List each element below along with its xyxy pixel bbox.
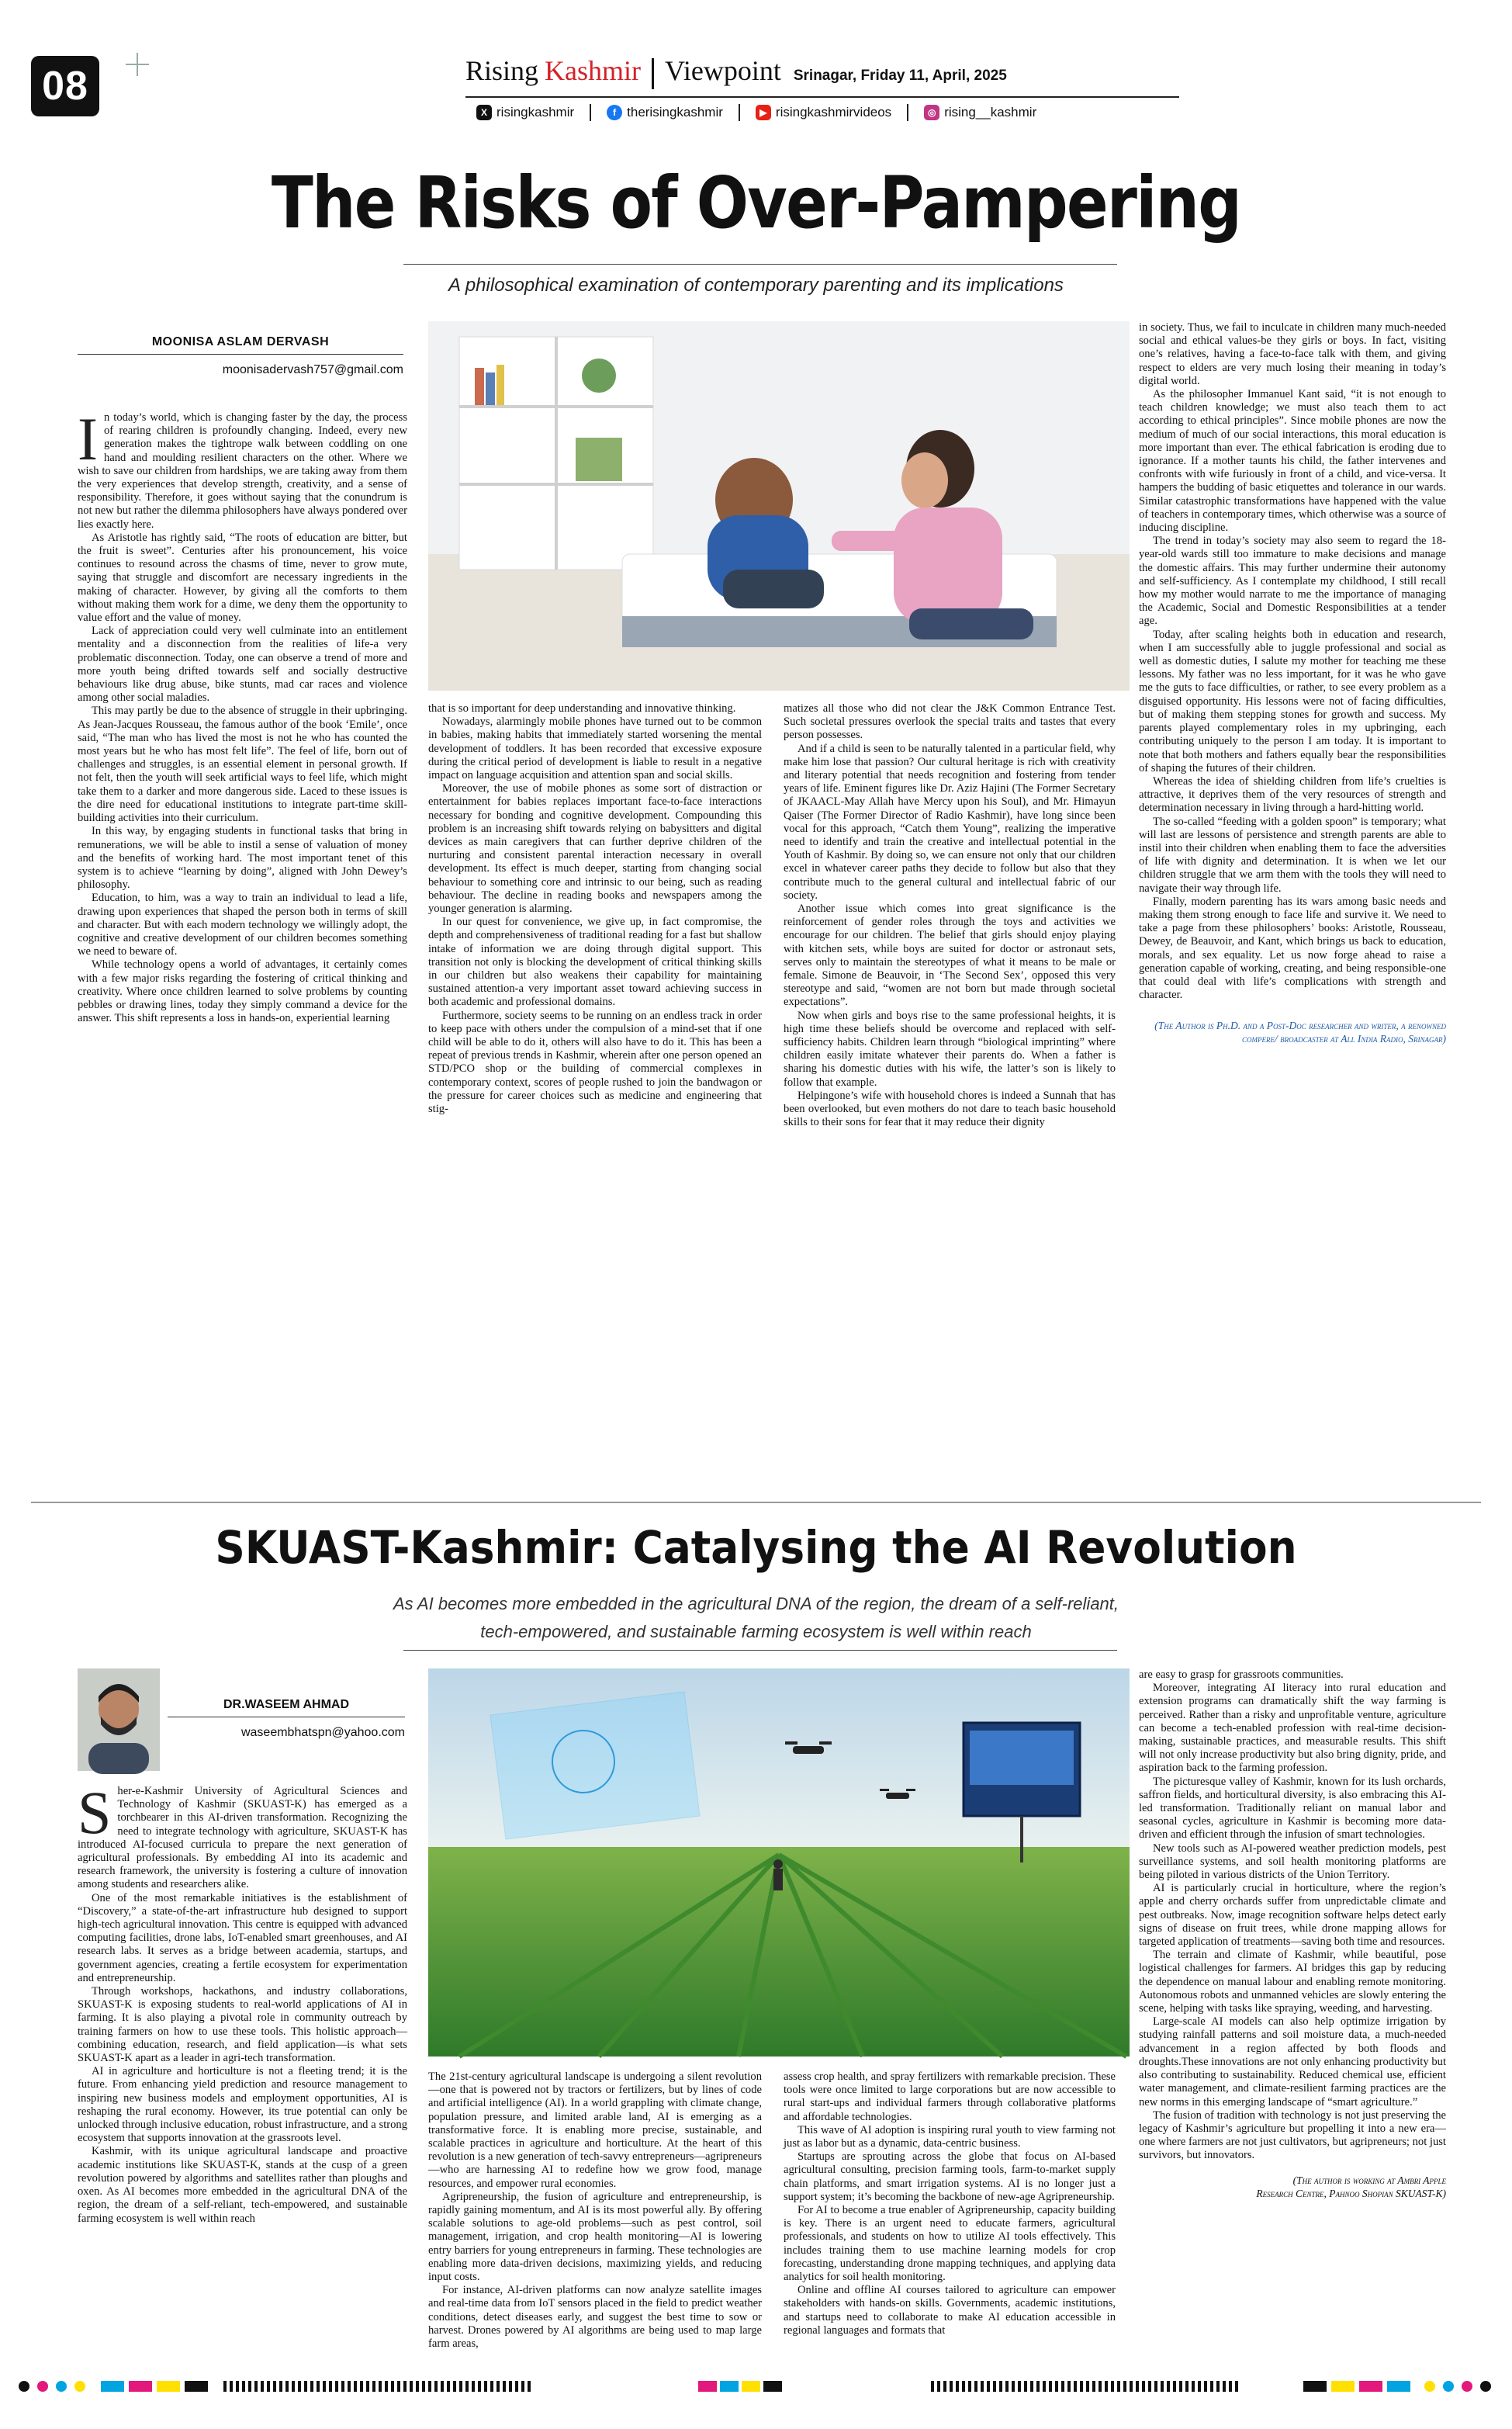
article1-column-1: In today’s world, which is changing faster by the day, the process of rearing children is profoundly changing. Indeed, every new generation makes the tightrope walk between coddling on one hand and moulding resilient characters on the other. Where we wish to save our children from hardships, we are taking away from them the very experiences that develop strength, creativity, and a sense of responsibility. Therefore, it goes without saying that the conundrum is not new but rather the dilemma philosophers have always pondered over lies exactly here. As Aristotle has rightly said, “The roots of education are bitter, but the fruit is sweet”. Centuries after his pronouncement, his voice continues to resound across the chasms of time, never to grow mute, saying that struggle and discomfort are necessary ingredients in the making of character. However, by giving all the comforts to them without making them work for a dime, we deny them the opportunity to value effort and the value of money. Lack of appreciation could very well culminate into an entitlement mentality and a disconnection from the realities of life-a very problematic disconnection. Today, one can observe a trend of more and more youth being drifted towards self and socially destructive behaviours like drug abuse, bike stunts, mad car races and violence among other social maladies. This may partly be due to the absence of struggle in their upbringing. As Jean-Jacques Rousseau, the famous author of the book ‘Emile’, once said, “The man who has lived the most is not he who has counted the most years but he who has most felt life”. The feel of life, born out of challenges and struggles, is an essential element in personal growth. If not felt, then the youth will seek artificial ways to feel life, which might take them to a darker and more dangerous side. Laced to these issues is the dire need for educational institutions to integrate part-time skill-building activities into their curriculum. In this way, by engaging students in functional tasks that bring in remunerations, we will be able to instil a sense of valuation of money and the benefits of working hard. The most important tenet of this system is to achieve “learning by doing”, aligned with John Dewey’s philosophy. Education, to him, was a way to train an individual to lead a life, drawing upon experiences that shaped the person both in terms of skill and character. But with each modern technology we willingly adopt, the cognitive and creative development of our children becomes something we need to beware of. While technology opens a world of advantages, it certainly comes with a few major risks regarding the fostering of critical thinking and creativity. Where once children learned to solve problems by counting pebbles or drawing lines, today they simply command a device for the answer. This shift represents a loss in hands-on, experiential learning <box>78 405 407 1025</box>
social-x[interactable]: X risingkashmir <box>476 105 574 120</box>
article1-credit: (The Author is Ph.D. and a Post-Doc researcher and writer, a renowned compere/ broadcaster at All India Radio, Srinagar) <box>1154 1020 1446 1045</box>
article1-photo <box>428 321 1130 691</box>
facebook-icon: f <box>607 105 622 120</box>
article2-credit <box>1139 2174 1446 2200</box>
article2-credit-line-2: Research Centre, Pahnoo Shopian SKUAST-K) <box>1256 2187 1446 2199</box>
article1-subtitle: A philosophical examination of contemporary parenting and its implications <box>448 275 1064 296</box>
brand-kashmir: Kashmir <box>545 55 642 86</box>
color-registration-strip <box>0 2372 1512 2403</box>
article1-column-3: matizes all those who did not clear the J&K Common Entrance Test. Such societal pressures overlook the special traits and tastes that every person possesses. And if a child is seen to be naturally talented in a particular field, why make him lose that passion? Our cultural heritage is rich with creativity and literary potential that needs recognition and fostering from tender years of life. Eminent figures like Dr. Aziz Hajini (The Former Secretary of JKAACL-May Allah have Mercy upon his Soul), and Mr. Himayun Qaiser (The Former Director of Radio Kashmir), have long since been vocal for this approach, “Catch them Young”, realizing the imperative need to identify and train the creative and intellectual potential in the Youth of Kashmir. By doing so, we can ensure not only that our children excel in whatever career paths they decide to follow but also that they contribute much to the general cultural and intellectual fabric of our society. Another issue which comes into great significance is the reinforcement of gender roles through the toys and activities we encourage for our children. The belief that girls should enjoy playing with kitchen sets, while boys are suited for doctor or astronaut sets, serves only to maintain the stereotypes of what it means to be male or female. Simone de Beauvoir, in ‘The Second Sex’, opposed this very stereotype and said, “women are not born but made through societal expectations”. Now when girls and boys rise to the same professional heights, it is high time these beliefs should be overcome and replaced with self-sufficiency habits. Children learn through “biological imprinting” where children easily imitate whatever their parents do. When a father is sharing his domestic duties with his wife, the latter’s son is likely to follow that example. Helpingone’s wife with household chores is indeed a Sunnah that has been overlooked, but even mothers do not dare to teach basic household skills to their sons for fear that it may reduce their dignity <box>784 702 1116 1129</box>
social-facebook[interactable]: f therisingkashmir <box>607 105 723 120</box>
article2-column-1: Sher-e-Kashmir University of Agricultural Sciences and Technology of Kashmir (SKUAST-K) has emerged as a torchbearer in this AI-driven transformation. Recognizing the need to integrate technology with agriculture, SKUAST-K has introduced AI-focused curricula to prepare the next generation of agricultural professionals. By embedding AI into its academic and research framework, the university is fostering a culture of innovation among students and researchers alike. One of the most remarkable initiatives is the establishment of “Discovery,” a state-of-the-art infrastructure hub designed to support high-tech agricultural innovation. This centre is equipped with advanced computing facilities, drone labs, IoT-enabled smart greenhouses, and AI research labs. It serves as a bridge between academia, startups, and government agencies, creating a fertile ecosystem for experimentation and entrepreneurship. Through workshops, hackathons, and industry collaborations, SKUAST-K is exposing students to real-world applications of AI in farming. It is also playing a pivotal role in community outreach by training farmers on how to use these tools. This holistic approach—combining education, research, and field application—is what sets SKUAST-K apart as a leader in agri-tech transformation. AI in agriculture and horticulture is not a fleeting trend; it is the future. From enhancing yield prediction and resource management to inspiring new business models and employment opportunities, AI is reshaping the rural economy. However, its true potential can only be unlocked through inclusive education, robust infrastructure, and a strong ecosystem that supports innovation at the grassroots level. Kashmir, with its unique agricultural landscape and proactive academic institutions like SKUAST-K, stands at the cusp of a green revolution powered by algorithms and satellites rather than ploughs and oxen. As AI becomes more embedded in the agricultural DNA of the region, the dream of a self-reliant, tech-empowered, and sustainable farming ecosystem is well within reach <box>78 1779 407 2225</box>
social-instagram[interactable]: ◎ rising__kashmir <box>924 105 1036 120</box>
article2-drop-cap: S <box>78 1779 112 1846</box>
social-bar <box>476 104 1036 121</box>
article2-subtitle-line-2: tech-empowered, and sustainable farming ecosystem is well within reach <box>480 1622 1032 1641</box>
article1-column-2: that is so important for deep understanding and innovative thinking. Nowadays, alarmingly mobile phones have turned out to be common in babies, making habits that immediately started worsening the mental development of toddlers. It has been recorded that excessive exposure during the critical period of development is liable to result in a negative impact on language acquisition and attention span and social skills. Moreover, the use of mobile phones as some sort of distraction or entertainment for babies replaces important face-to-face interactions necessary for bonding and cognitive development. Compounding this problem is an increasing shift towards relying on babysitters and digital devices as main caregivers that can further deprive children of the nurturing and consistent parental interaction necessary in overall development. Its effect is much deeper, starting from changing social behaviour to something core and intrinsic to our being, such as reading behaviour. The decline in reading books and newspapers among the younger generation is alarming. In our quest for convenience, we give up, in fact compromise, the depth and comprehensiveness of traditional reading for a fast but shallow intake of information we are doing through digital support. This transition not only is blocking the development of critical thinking skills in our children but also weakens their capability for maintaining sustained attention-a very important asset toward achieving success in both academic and professional domains. Furthermore, society seems to be running on an endless track in order to keep pace with others under the compulsion of a mind-set that if one child will be able to do it, others will also have to do it. This has been a repeat of previous trends in Kashmir, wherein after one person opened an STD/PCO shop or the building of commercial complexes in contemporary context, scores of people rushed to join the bandwagon or the pressure for career choices such as medicine and engineering that stig- <box>428 702 762 1116</box>
page-number: 08 <box>42 64 88 109</box>
youtube-icon: ▶ <box>756 105 771 120</box>
article2-author: DR.WASEEM AHMAD <box>223 1698 350 1711</box>
page-number-badge <box>31 56 99 116</box>
article1-column-4: in society. Thus, we fail to inculcate in children many much-needed social and ethical values-be they girls or boys. In fact, visiting one’s relatives, having a face-to-face talk with them, and giving respect to elders are very much losing their meaning in today’s digital world. As the philosopher Immanuel Kant said, “it is not enough to teach children knowledge; we must also teach them to act according to ethical principles”. Since mobile phones are now the medium of much of our social interactions, this moral education is more important than ever. The ethical fabrication is eroding due to ignorance. If a mother taunts his child, the father intervenes and confronts with wife furiously in front of a child, and vice-versa. It hampers the budding of basic etiquettes and tolerance in our wards. Similar catastrophic transformations have happened with the value of teachers in contemporary times, which otherwise was a source of inducing discipline. The trend in today’s society may also seem to regard the 18-year-old wards still too immature to make decisions and manage the domestic affairs. This may further undermine their autonomy and self-sufficiency. As I contemplate my childhood, I still recall how my mother would narrate to me the importance of managing the Academic, Social and Domestic Responsibilities at a tender age. Today, after scaling heights both in education and research, when I am successfully able to juggle professional and social as well as domestic duties, I salute my mother for teaching me these lessons. My father was no less important, for it was he who gave me the guts to face difficulties, or rather, to see every problem as a disguised opportunity. His lessons were not of facing difficulties, but of making them stepping stones for growth and success. My parents played complementary roles in my upbringing, each contributing uniquely to the person I am today. It is important to note that both mothers and fathers equally bear the responsibilities of shaping the futures of their children. Whereas the idea of shielding children from life’s cruelties is attractive, it deprives them of the very resources of strength and determination necessary in living through a hard-hitting world. The so-called “feeding with a golden spoon” is temporary; what will last are lessons of persistence and strength parents are able to instil into their children when enabling them to face the adversities of life with dignity and determination. It is when we let our children struggle that we arm them with the tools they will need to navigate their way through life. Finally, modern parenting has its wars among basic needs and making them strong enough to face life and survive it. We need to take a page from these philosophers’ books: Aristotle, Rousseau, Dewey, de Beauvoir, and Kant, which brings us back to education, morals, and sex equality. Let us now forge ahead to raise a generation capable of working, creating, and being responsible-one that could deal with life’s complications with strength and character. (The Author is Ph.D. and a Post-Doc researcher and writer, a renowned compere/ broadcaster at All India Radio, Srinagar) <box>1139 321 1446 1045</box>
article1-subtitle-rule <box>403 264 1117 265</box>
brand-rising: Rising <box>465 55 539 86</box>
avatar <box>78 1668 160 1771</box>
instagram-icon: ◎ <box>924 105 939 120</box>
article1-drop-cap: I <box>78 405 98 473</box>
article2-column-4: are easy to grasp for grassroots communities. Moreover, integrating AI literacy into rural education and extension programs can dramatically shift the way farming is perceived. Rather than a risky and unprofitable venture, agriculture can become a tech-enabled profession with real-time decision-making, sustainable practices, and measurable results. This shift will not only increase productivity but also bring dignity, pride, and aspiration back to the farming profession. The picturesque valley of Kashmir, known for its lush orchards, saffron fields, and horticultural diversity, is also embracing this AI-led transformation. Traditionally reliant on manual labor and seasonal cycles, agriculture in Kashmir is becoming more data-driven and efficient through the infusion of smart technologies. New tools such as AI-powered weather prediction models, pest surveillance systems, and soil health monitoring platforms are being piloted in various districts of the Union Territory. AI is particularly crucial in horticulture, where the region’s apple and cherry orchards suffer from unpredictable climate and pest outbreaks. Now, image recognition software helps detect early signs of disease on fruit trees, while drone mapping allows for targeted application of treatments—saving both time and resources. The terrain and climate of Kashmir, while beautiful, pose logistical challenges for farmers. AI bridges this gap by reducing the dependence on manual labour and enabling remote monitoring. Autonomous robots and unmanned vehicles are slowly entering the scene, helping with tasks like spraying, weeding, and harvesting. Large-scale AI models can also help optimize irrigation by studying rainfall patterns and soil moisture data, a much-needed advancement in a region affected by both floods and droughts.These innovations are not only enhancing productivity but also contributing to sustainability. Reduced chemical use, efficient water management, and climate-resilient farming practices are the new norms in this emerging landscape of “smart agriculture.” The fusion of tradition with technology is not just preserving the legacy of Kashmir’s agriculture but propelling it into a new era—one where farmers are not just cultivators, but agripreneurs; not just survivors, but innovators. (The author is working at Ambri Apple Research Centre, Pahnoo Shopian SKUAST-K) <box>1139 1668 1446 2199</box>
crosshair-mark <box>126 53 149 76</box>
article2-column-2: The 21st-century agricultural landscape is undergoing a silent revolution—one that is powered not by tractors or fertilizers, but by lines of code and artificial intelligence (AI). In a world grappling with climate change, population pressure, and limited arable land, AI is emerging as a transformative force. It is enabling more precise, sustainable, and scalable practices in agriculture and horticulture. At the heart of this revolution is a new generation of tech-savvy entrepreneurs—agripreneurs—who are harnessing AI to redefine how we grow food, manage resources, and empower rural economies. Agripreneurship, the fusion of agriculture and entrepreneurship, is rapidly gaining momentum, and AI is its most powerful ally. By offering scalable solutions to age-old problems—such as pest control, soil management, irrigation, and crop health monitoring—AI is lowering entry barriers for young entrepreneurs in farming. These technologies are enabling more data-driven decisions, maximizing yields, and reducing input costs. For instance, AI-driven platforms can now analyze satellite images and real-time data from IoT sensors placed in the field to predict weather conditions, detect diseases early, and suggest the best time to sow or harvest. Drones powered by AI algorithms are being used to map large farm areas, <box>428 2070 762 2351</box>
article2-photo <box>428 1668 1130 2057</box>
article2-column-3: assess crop health, and spray fertilizers with remarkable precision. These tools were once limited to large corporations but are now accessible to rural start-ups and individual farmers through collaborative platforms and affordable technologies. This wave of AI adoption is inspiring rural youth to view farming not just as labor but as a dynamic, data-centric business. Startups are sprouting across the globe that focus on AI-based agricultural consulting, precision farming tools, farm-to-market supply chain platforms, and smart irrigation systems. AI is no longer just a support system; it’s becoming the backbone of new-age Agripreneurship. For AI to become a true enabler of Agripreneurship, capacity building is key. There is an urgent need to educate farmers, agricultural professionals, and students on how to utilize AI tools effectively. This includes training them to use machine learning models for crop forecasting, understanding drone mapping techniques, and applying data analytics for soil health monitoring. Online and offline AI courses tailored to agriculture can empower stakeholders with hands-on skills. Governments, academic institutions, and startups need to collaborate to make AI education accessible in regional languages and formats that <box>784 2070 1116 2337</box>
article2-title: SKUAST-Kashmir: Catalysing the AI Revolution <box>215 1521 1297 1574</box>
dateline: Srinagar, Friday 11, April, 2025 <box>793 68 1007 84</box>
article2-email: waseembhatspn@yahoo.com <box>240 1726 405 1739</box>
masthead-rule <box>465 96 1179 98</box>
x-icon: X <box>476 105 492 120</box>
article1-author: MOONISA ASLAM DERVASH <box>151 335 330 348</box>
article1-email: moonisadervash757@gmail.com <box>222 363 403 376</box>
social-youtube[interactable]: ▶ risingkashmirvideos <box>756 105 891 120</box>
article2-subtitle-rule <box>403 1650 1117 1651</box>
article2-credit-line-1: (The author is working at Ambri Apple <box>1292 2174 1446 2186</box>
article1-title: The Risks of Over-Pampering <box>271 161 1241 244</box>
masthead <box>465 54 1007 93</box>
article-divider <box>31 1502 1481 1503</box>
author-rule <box>78 354 403 355</box>
masthead-divider <box>652 58 654 89</box>
article2-subtitle-line-1: As AI becomes more embedded in the agricultural DNA of the region, the dream of a self-reliant, <box>393 1594 1119 1613</box>
section-name: Viewpoint <box>665 55 781 86</box>
